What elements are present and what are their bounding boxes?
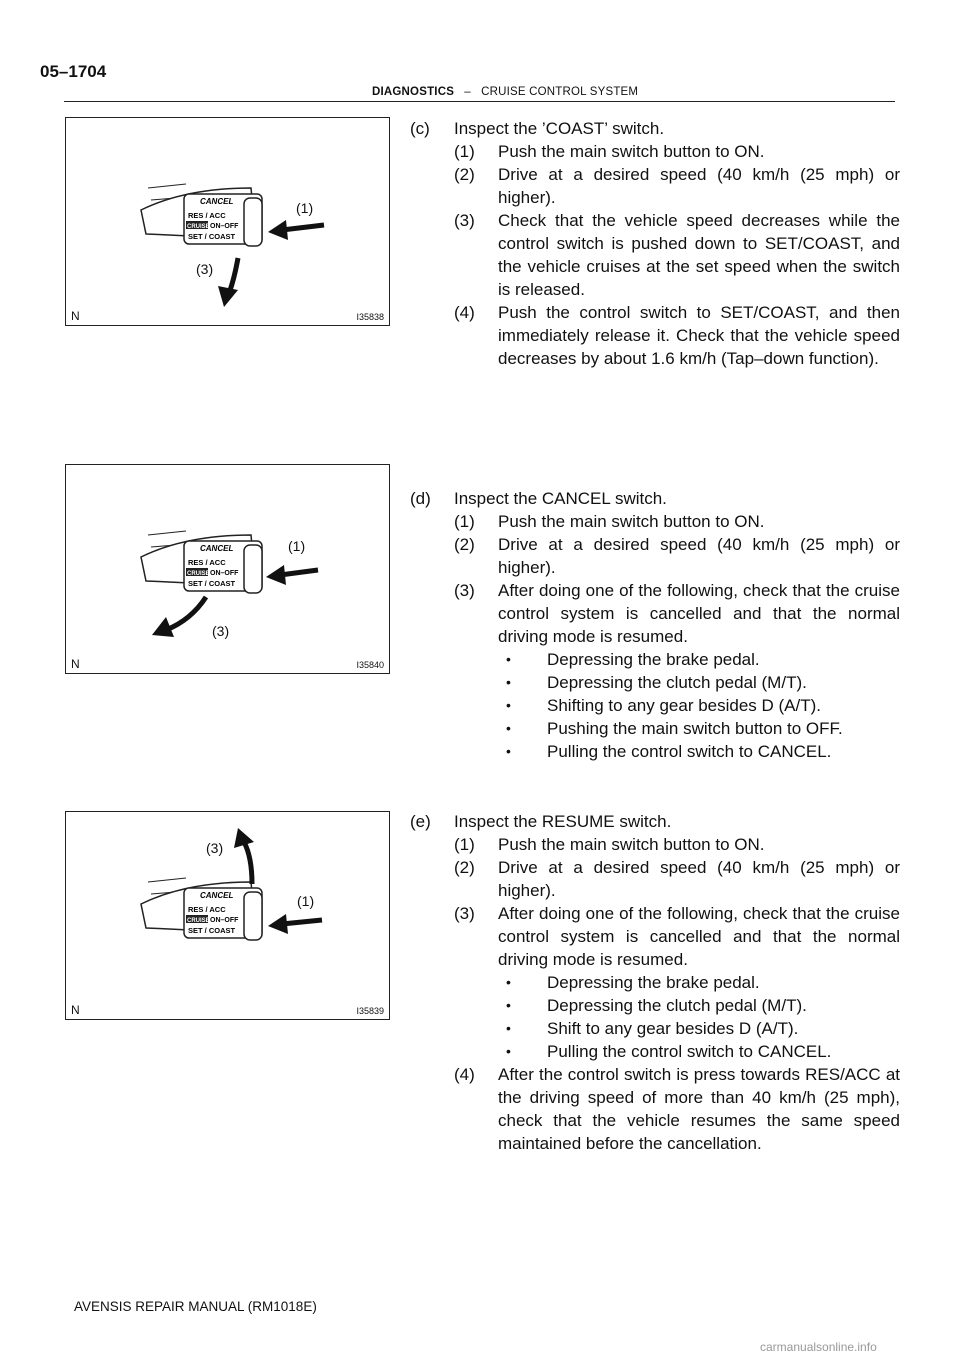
step xyxy=(410,163,900,209)
switch-cruise-text: CRUISE xyxy=(187,571,210,577)
step-text: Drive at a desired speed (40 km/h (25 mph) or higher). xyxy=(498,165,900,207)
label-1: (1) xyxy=(296,200,314,216)
switch-on-off-text: ON–OFF xyxy=(210,223,239,230)
step-marker: (4) xyxy=(454,303,475,322)
switch-res-acc-text: RES / ACC xyxy=(188,905,226,914)
switch-set-coast-text: SET / COAST xyxy=(188,579,236,588)
bullet-item xyxy=(410,1017,900,1040)
bullet-item xyxy=(410,1040,900,1063)
step-text: Push the control switch to SET/COAST, and then immediately release it. Check that the vehicle speed decreases by about 1.6 km/h (Tap–down function). xyxy=(498,303,900,368)
step xyxy=(410,533,900,579)
step-text: After the control switch is press towards RES/ACC at the driving speed of more than 40 km/h (25 mph), check that the vehicle resumes the same speed maintained before the cancellation. xyxy=(498,1065,900,1153)
step-marker: (1) xyxy=(454,512,475,531)
step-text: Push the main switch button to ON. xyxy=(498,142,765,161)
step xyxy=(410,902,900,971)
bullet-item xyxy=(410,694,900,717)
figure-code: I35839 xyxy=(356,1006,384,1016)
switch-cruise-text: CRUISE xyxy=(187,918,210,924)
bullet-item xyxy=(410,994,900,1017)
figure-code: I35838 xyxy=(356,312,384,322)
section-marker: (c) xyxy=(410,119,430,138)
switch-cancel-text: CANCEL xyxy=(200,891,234,900)
figure-coast-switch xyxy=(65,117,390,326)
section-title xyxy=(410,810,900,833)
bullet-icon: • xyxy=(506,674,511,690)
step-marker: (3) xyxy=(454,581,475,600)
label-1: (1) xyxy=(297,893,315,909)
bullet-item xyxy=(410,671,900,694)
header-subsection: CRUISE CONTROL SYSTEM xyxy=(481,86,639,98)
label-3: (3) xyxy=(196,261,214,277)
section-coast xyxy=(410,117,900,370)
section-title-text: Inspect the ’COAST’ switch. xyxy=(454,119,665,138)
bullet-text: Pulling the control switch to CANCEL. xyxy=(547,1042,832,1061)
bullet-text: Shift to any gear besides D (A/T). xyxy=(547,1019,799,1038)
bullet-text: Pushing the main switch button to OFF. xyxy=(547,719,843,738)
header-separator: – xyxy=(464,86,471,98)
label-3: (3) xyxy=(206,840,224,856)
step xyxy=(410,510,900,533)
bullet-icon: • xyxy=(506,974,511,990)
bullet-text: Depressing the clutch pedal (M/T). xyxy=(547,996,807,1015)
switch-cruise-text: CRUISE xyxy=(187,224,210,230)
step-marker: (2) xyxy=(454,858,475,877)
step xyxy=(410,301,900,370)
bullet-text: Shifting to any gear besides D (A/T). xyxy=(547,696,822,715)
switch-cancel-text: CANCEL xyxy=(200,197,234,206)
switch-on-off-text: ON–OFF xyxy=(210,917,239,924)
bullet-text: Depressing the clutch pedal (M/T). xyxy=(547,673,807,692)
step xyxy=(410,856,900,902)
step-marker: (2) xyxy=(454,165,475,184)
step-marker: (1) xyxy=(454,835,475,854)
label-3: (3) xyxy=(212,623,230,639)
bullet-icon: • xyxy=(506,720,511,736)
step-text: After doing one of the following, check that the cruise control system is cancelled and that the normal driving mode is resumed. xyxy=(498,581,900,646)
section-cancel xyxy=(410,487,900,763)
bullet-item xyxy=(410,648,900,671)
step-marker: (4) xyxy=(454,1065,475,1084)
bullet-item xyxy=(410,740,900,763)
arrow-1-icon xyxy=(268,220,324,240)
bullet-icon: • xyxy=(506,1043,511,1059)
section-marker: (d) xyxy=(410,489,431,508)
step xyxy=(410,140,900,163)
bullet-item xyxy=(410,717,900,740)
step-marker: (1) xyxy=(454,142,475,161)
switch-res-acc-text: RES / ACC xyxy=(188,558,226,567)
bullet-icon: • xyxy=(506,651,511,667)
figure-resume-switch xyxy=(65,811,390,1020)
arrow-3-up-icon xyxy=(234,828,254,884)
figure-n-mark: N xyxy=(71,1003,80,1017)
step xyxy=(410,579,900,648)
bullet-icon: • xyxy=(506,997,511,1013)
watermark: carmanualsonline.info xyxy=(760,1340,877,1354)
figure-cancel-switch xyxy=(65,464,390,674)
bullet-icon: • xyxy=(506,743,511,759)
step-marker: (3) xyxy=(454,904,475,923)
header-section: DIAGNOSTICS xyxy=(372,86,455,98)
section-title xyxy=(410,487,900,510)
section-title-text: Inspect the CANCEL switch. xyxy=(454,489,667,508)
switch-cancel-text: CANCEL xyxy=(200,544,234,553)
switch-illustration xyxy=(66,465,389,673)
section-title xyxy=(410,117,900,140)
header-divider xyxy=(64,101,895,102)
bullet-icon: • xyxy=(506,697,511,713)
arrow-3-pull-icon xyxy=(152,597,206,637)
arrow-1-icon xyxy=(266,565,318,585)
step-text: Check that the vehicle speed decreases while the control switch is pushed down to SET/COAST, and the vehicle cruises at the set speed when the switch is released. xyxy=(498,211,900,299)
step xyxy=(410,1063,900,1155)
switch-set-coast-text: SET / COAST xyxy=(188,926,236,935)
figure-n-mark: N xyxy=(71,657,80,671)
arrow-3-down-icon xyxy=(218,258,238,307)
footer-manual-title: AVENSIS REPAIR MANUAL (RM1018E) xyxy=(74,1299,317,1314)
step-marker: (3) xyxy=(454,211,475,230)
page-number: 05–1704 xyxy=(40,62,107,81)
bullet-icon: • xyxy=(506,1020,511,1036)
switch-res-acc-text: RES / ACC xyxy=(188,211,226,220)
step-text: Drive at a desired speed (40 km/h (25 mph) or higher). xyxy=(498,535,900,577)
step xyxy=(410,209,900,301)
switch-illustration xyxy=(66,118,389,325)
step-text: Push the main switch button to ON. xyxy=(498,835,765,854)
label-1: (1) xyxy=(288,538,306,554)
step-marker: (2) xyxy=(454,535,475,554)
bullet-text: Depressing the brake pedal. xyxy=(547,650,760,669)
bullet-item xyxy=(410,971,900,994)
arrow-1-icon xyxy=(268,914,322,934)
section-resume xyxy=(410,810,900,1155)
figure-code: I35840 xyxy=(356,660,384,670)
step xyxy=(410,833,900,856)
switch-set-coast-text: SET / COAST xyxy=(188,232,236,241)
step-text: Drive at a desired speed (40 km/h (25 mph) or higher). xyxy=(498,858,900,900)
step-text: Push the main switch button to ON. xyxy=(498,512,765,531)
section-title-text: Inspect the RESUME switch. xyxy=(454,812,672,831)
switch-illustration xyxy=(66,812,389,1019)
switch-on-off-text: ON–OFF xyxy=(210,570,239,577)
bullet-text: Pulling the control switch to CANCEL. xyxy=(547,742,832,761)
page-header-title xyxy=(372,86,638,98)
step-text: After doing one of the following, check that the cruise control system is cancelled and that the normal driving mode is resumed. xyxy=(498,904,900,969)
figure-n-mark: N xyxy=(71,309,80,323)
bullet-text: Depressing the brake pedal. xyxy=(547,973,760,992)
section-marker: (e) xyxy=(410,812,431,831)
